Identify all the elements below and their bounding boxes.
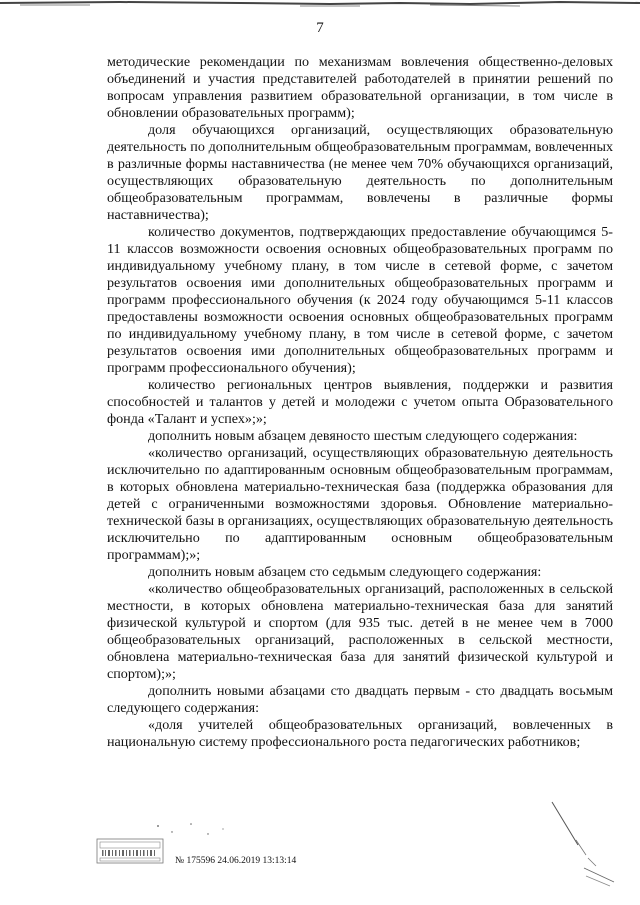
paragraph: «доля учителей общеобразовательных организаций, вовлеченных в национальную систему профессионального роста педагогических работников; — [107, 717, 613, 750]
scan-edge-artifact — [0, 0, 640, 10]
paragraph: методические рекомендации по механизмам вовлечения общественно-деловых объединений и участия представителей работодателей в принятии решений по вопросам управления развитием образовательной организации, в том числе в обновлении образовательных программ); — [107, 54, 613, 121]
document-body — [107, 54, 613, 751]
paragraph: доля обучающихся организаций, осуществляющих образовательную деятельность по дополнительным общеобразовательным программам, вовлеченных в различные формы наставничества (не менее чем 70% обучающихся организаций, осуществляющих образовательную деятельность по дополнительным общеобразовательным программам, вовлечены в различные формы наставничества); — [107, 122, 613, 223]
paragraph: дополнить новым абзацем сто седьмым следующего содержания: — [148, 564, 542, 580]
paragraph: «количество организаций, осуществляющих образовательную деятельность исключительно по адаптированным основным общеобразовательным программам, в которых обновлена материально-техническая база (поддержка образования для детей с ограниченными возможностями здоровья. Обновление материально-технической базы в организациях, осуществляющих образовательную деятельность исключительно по адаптированным основным общеобразовательным программам);»; — [107, 445, 613, 563]
paragraph: дополнить новым абзацем девяносто шестым следующего содержания: — [148, 428, 578, 444]
page-number: 7 — [316, 20, 324, 36]
document-registration-mark: № 175596 24.06.2019 13:13:14 — [175, 856, 297, 866]
paragraph: дополнить новыми абзацами сто двадцать первым - сто двадцать восьмым следующего содержания: — [107, 683, 613, 716]
paragraph: «количество общеобразовательных организаций, расположенных в сельской местности, в которых обновлена материально-техническая база для занятий физической культурой и спортом (для 935 тыс. детей в не менее чем в 7000 общеобразовательных организаций, расположенных в сельской местности, обновлена материально-техническая база для занятий физической культурой и спортом);»; — [107, 581, 613, 682]
barcode-stamp-icon — [96, 838, 164, 864]
paragraph: количество региональных центров выявления, поддержки и развития способностей и талантов у детей и молодежи с учетом опыта Образовательного фонда «Талант и успех»;»; — [107, 377, 613, 427]
paragraph: количество документов, подтверждающих предоставление обучающимся 5-11 классов возможности освоения основных общеобразовательных программ по индивидуальному учебному плану, в том числе в сетевой форме, с зачетом результатов освоения ими дополнительных общеобразовательных программ и программ профессионального обучения (к 2024 году обучающимся 5-11 классов предоставлены возможности освоения основных общеобразовательных программ по индивидуальному учебному плану, в том числе в сетевой форме, с зачетом результатов освоения ими дополнительных общеобразовательных программ и программ профессионального обучения); — [107, 224, 613, 376]
handwritten-mark-icon — [548, 800, 618, 890]
scan-specks — [150, 820, 250, 850]
